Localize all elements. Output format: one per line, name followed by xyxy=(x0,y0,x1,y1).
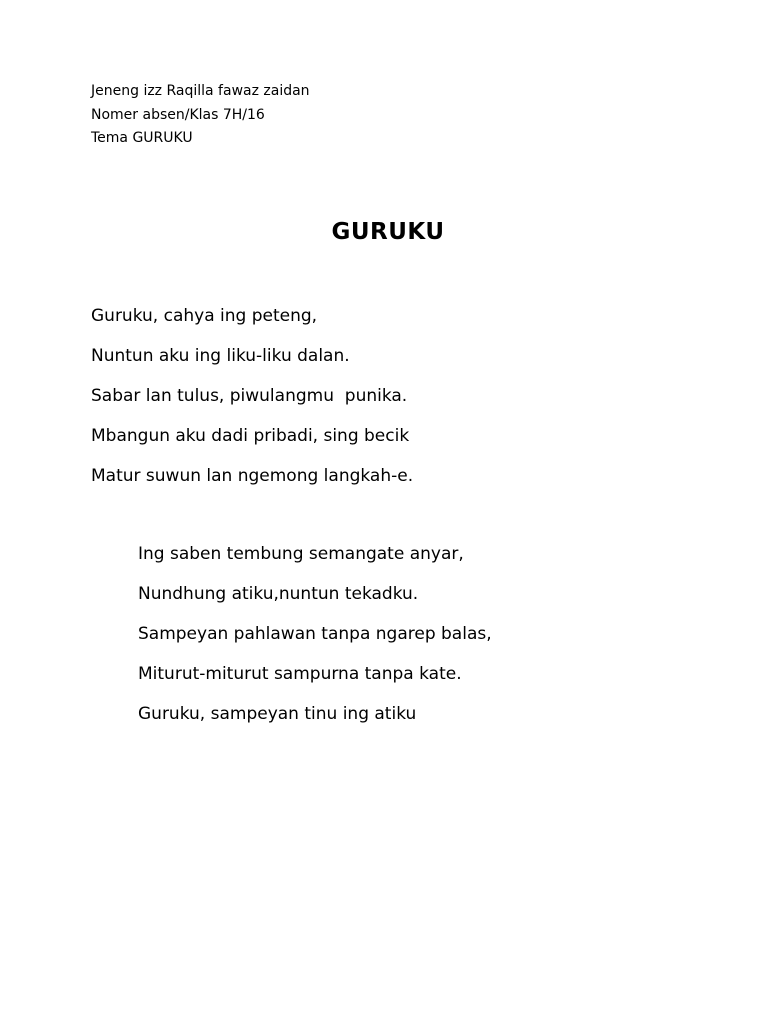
verse-line: Miturut-miturut sampurna tanpa kate. xyxy=(138,664,462,684)
verse-line: Matur suwun lan ngemong langkah-e. xyxy=(91,466,414,486)
verse-line: Guruku, cahya ing peteng, xyxy=(91,306,318,326)
student-name: Jeneng izz Raqilla fawaz zaidan xyxy=(91,83,310,99)
poem-theme: Tema GURUKU xyxy=(91,130,193,146)
verse-line: Sabar lan tulus, piwulangmu punika. xyxy=(91,386,408,406)
verse-line: Nundhung atiku,nuntun tekadku. xyxy=(138,584,419,604)
verse-line: Ing saben tembung semangate anyar, xyxy=(138,544,464,564)
verse-line: Mbangun aku dadi pribadi, sing becik xyxy=(91,426,410,446)
verse-line: Guruku, sampeyan tinu ing atiku xyxy=(138,704,417,724)
verse-line: Sampeyan pahlawan tanpa ngarep balas, xyxy=(138,624,492,644)
poem-stanza-2 xyxy=(138,534,492,734)
verse-line: Nuntun aku ing liku-liku dalan. xyxy=(91,346,350,366)
student-info-header xyxy=(91,80,310,151)
poem-title: GURUKU xyxy=(331,219,445,245)
student-class: Nomer absen/Klas 7H/16 xyxy=(91,106,265,123)
poem-stanza-1 xyxy=(91,296,413,496)
